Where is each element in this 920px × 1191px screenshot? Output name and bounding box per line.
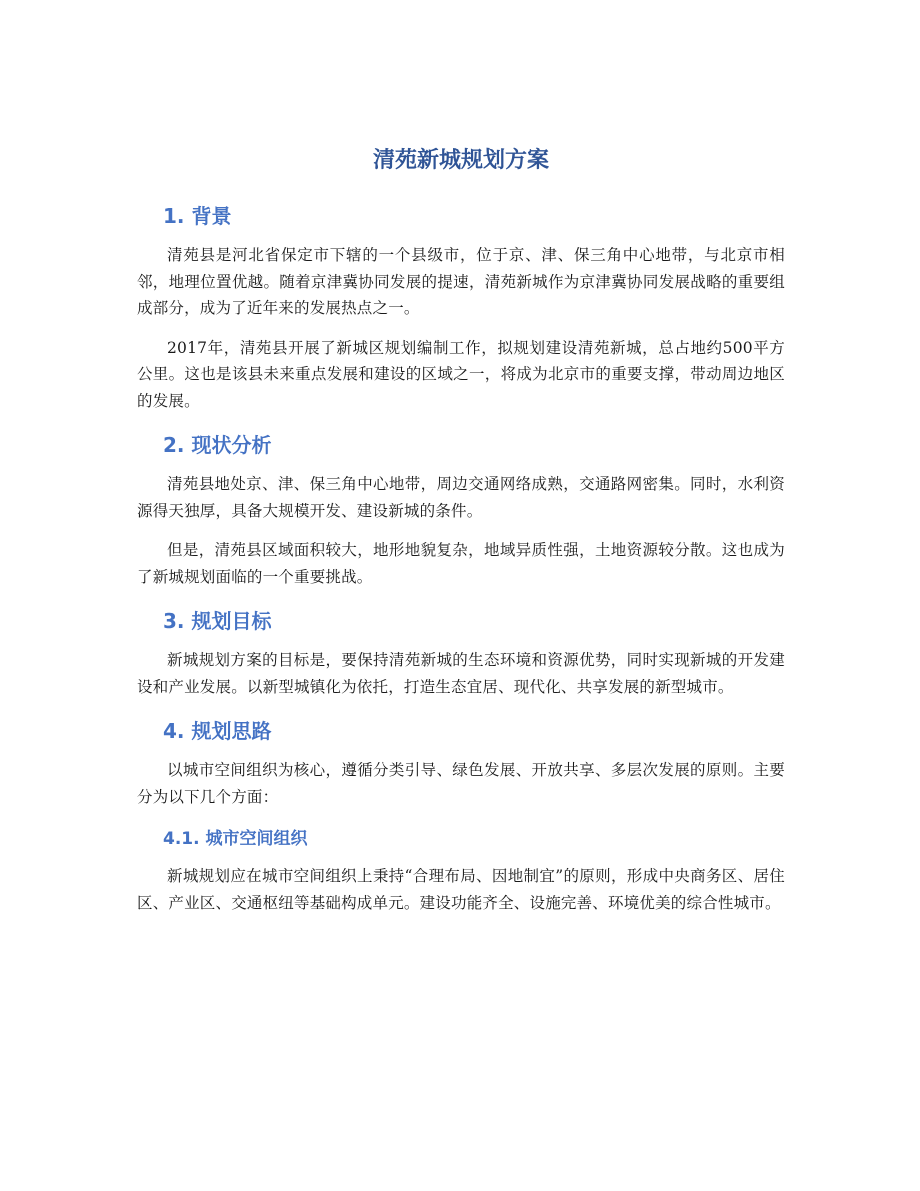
document-page: [137, 142, 785, 929]
section-heading-background: 1. 背景: [163, 204, 232, 228]
paragraph: 新城规划应在城市空间组织上秉持“合理布局、因地制宜”的原则，形成中央商务区、居住区、产业区、交通枢纽等基础构成单元。建设功能齐全、设施完善、环境优美的综合性城市。: [137, 867, 785, 912]
section-heading-planning-goals: 3. 规划目标: [163, 609, 272, 633]
paragraph: 2017年，清苑县开展了新城区规划编制工作，拟规划建设清苑新城，总占地约500平方公里。这也是该县未来重点发展和建设的区域之一，将成为北京市的重要支撑，带动周边地区的发展。: [137, 338, 785, 410]
paragraph: 以城市空间组织为核心，遵循分类引导、绿色发展、开放共享、多层次发展的原则。主要分为以下几个方面：: [137, 761, 785, 806]
document-title: 清苑新城规划方案: [372, 148, 549, 173]
section-heading-status-analysis: 2. 现状分析: [163, 433, 272, 457]
paragraph: 但是，清苑县区域面积较大，地形地貌复杂，地域异质性强，土地资源较分散。这也成为了新城规划面临的一个重要挑战。: [137, 541, 785, 586]
section-heading-planning-approach: 4. 规划思路: [163, 719, 272, 743]
paragraph: 新城规划方案的目标是，要保持清苑新城的生态环境和资源优势，同时实现新城的开发建设和产业发展。以新型城镇化为依托，打造生态宜居、现代化、共享发展的新型城市。: [137, 651, 785, 696]
paragraph: 清苑县地处京、津、保三角中心地带，周边交通网络成熟，交通路网密集。同时，水利资源得天独厚，具备大规模开发、建设新城的条件。: [137, 475, 785, 520]
subsection-heading-urban-spatial-organization: 4.1. 城市空间组织: [163, 829, 308, 849]
paragraph: 清苑县是河北省保定市下辖的一个县级市，位于京、津、保三角中心地带，与北京市相邻，地理位置优越。随着京津冀协同发展的提速，清苑新城作为京津冀协同发展战略的重要组成部分，成为了近年来的发展热点之一。: [137, 246, 785, 317]
